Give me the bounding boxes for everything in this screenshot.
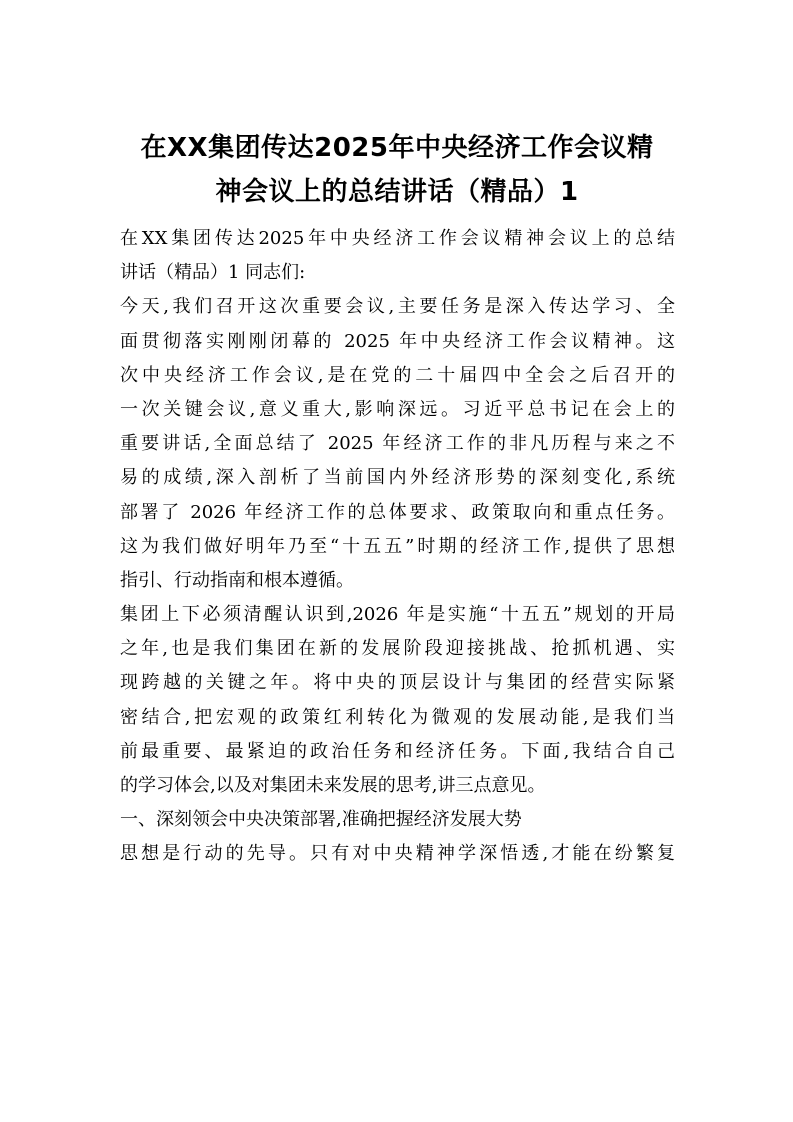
title-line: 神会议上的总结讲话（精品）1 <box>215 177 579 207</box>
text-line: 集团上下必须清醒认识到,2026 年是实施“十五五”规划的开局 <box>120 604 675 626</box>
text-line: 在XX集团传达2025年中央经济工作会议精神会议上的总结 <box>120 228 675 249</box>
document-title <box>112 126 682 214</box>
text-line: 前最重要、最紧迫的政治任务和经济任务。下面,我结合自己 <box>120 740 675 762</box>
title-line: 在XX集团传达2025年中央经济工作会议精 <box>140 133 654 163</box>
text-line: 讲话（精品）1 同志们: <box>120 262 306 284</box>
text-line: 这为我们做好明年乃至“十五五”时期的经济工作,提供了思想 <box>120 535 675 557</box>
text-line: 面贯彻落实刚刚闭幕的 2025 年中央经济工作会议精神。这 <box>120 330 675 352</box>
text-line: 今天,我们召开这次重要会议,主要任务是深入传达学习、全 <box>120 296 675 318</box>
text-line: 密结合,把宏观的政策红利转化为微观的发展动能,是我们当 <box>120 706 675 728</box>
text-line: 部署了 2026 年经济工作的总体要求、政策取向和重点任务。 <box>120 501 675 523</box>
section-heading: 一、深刻领会中央决策部署,准确把握经济发展大势 <box>120 809 522 831</box>
text-line: 一次关键会议,意义重大,影响深远。习近平总书记在会上的 <box>120 398 675 420</box>
text-line: 指引、行动指南和根本遵循。 <box>120 569 354 591</box>
text-line: 的学习体会,以及对集团未来发展的思考,讲三点意见。 <box>120 775 546 796</box>
text-line: 现跨越的关键之年。将中央的顶层设计与集团的经营实际紧 <box>120 672 675 694</box>
text-line: 之年,也是我们集团在新的发展阶段迎接挑战、抢抓机遇、实 <box>120 638 675 660</box>
text-line: 易的成绩,深入剖析了当前国内外经济形势的深刻变化,系统 <box>120 467 675 489</box>
text-line: 次中央经济工作会议,是在党的二十届四中全会之后召开的 <box>120 364 675 386</box>
text-line: 重要讲话,全面总结了 2025 年经济工作的非凡历程与来之不 <box>120 433 675 455</box>
document-body <box>120 222 675 872</box>
text-line: 思想是行动的先导。只有对中央精神学深悟透,才能在纷繁复 <box>120 843 675 865</box>
